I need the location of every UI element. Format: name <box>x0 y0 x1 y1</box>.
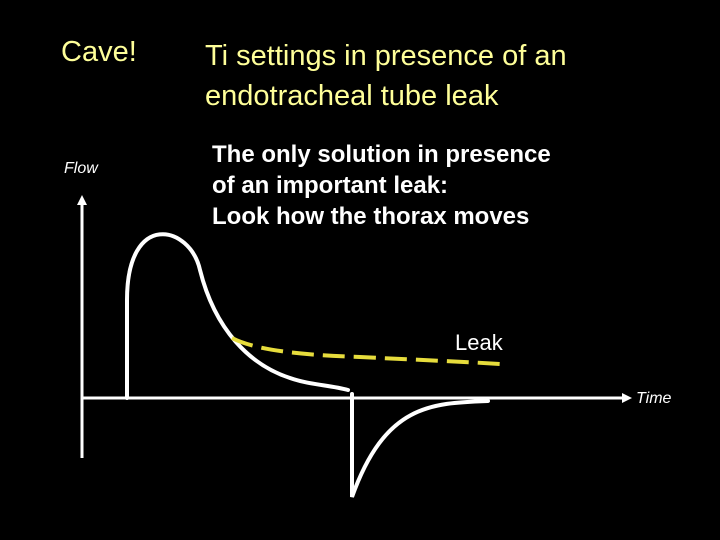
time-axis-label: Time <box>636 390 672 407</box>
body-line-3: Look how the thorax moves <box>212 203 530 230</box>
expiratory-flow-curve <box>352 394 488 497</box>
body-line-1: The only solution in presence <box>212 141 551 168</box>
flow-axis-label: Flow <box>64 160 98 177</box>
caution-heading: Cave! <box>61 36 137 68</box>
slide-title-line-1: Ti settings in presence of an <box>205 40 567 72</box>
leak-label: Leak <box>455 330 503 355</box>
inspiratory-flow-curve <box>127 234 348 398</box>
slide-title-line-2: endotracheal tube leak <box>205 80 499 112</box>
body-line-2: of an important leak: <box>212 172 449 199</box>
